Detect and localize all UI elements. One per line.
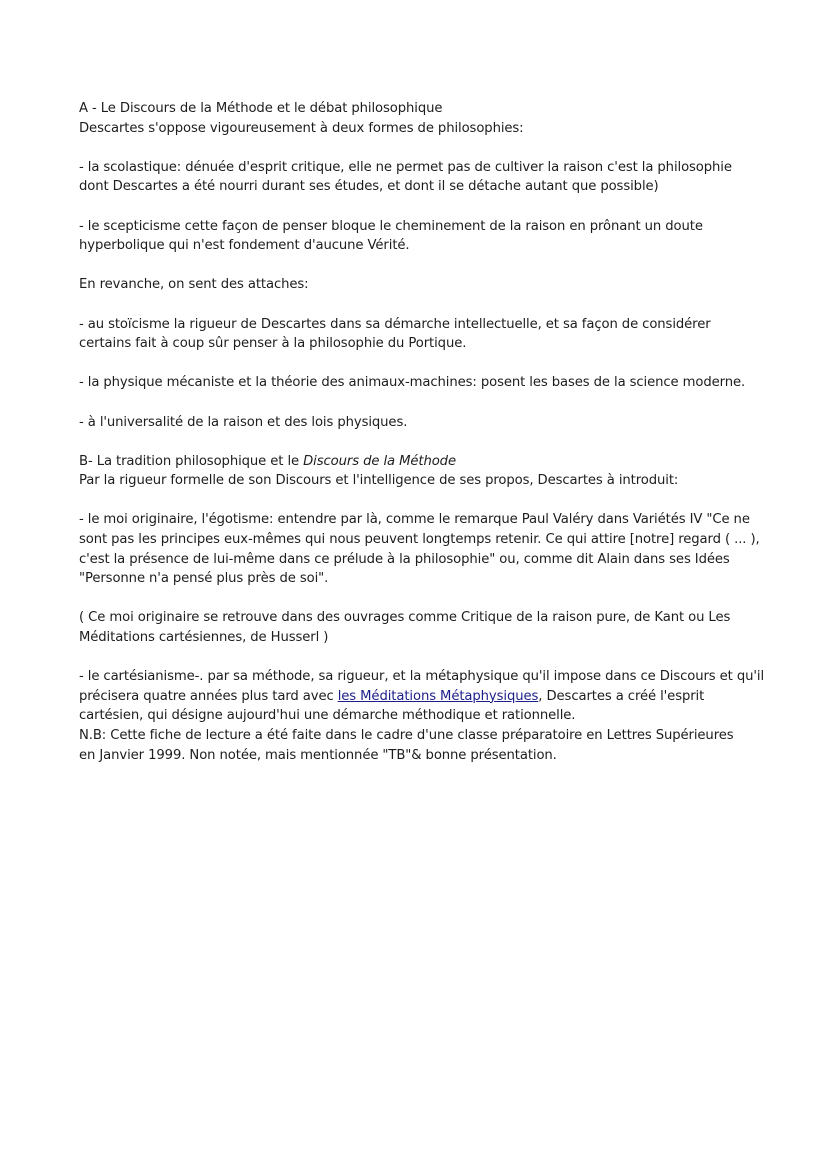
nb-line-1: N.B: Cette fiche de lecture a été faite dans le cadre d'une classe préparatoire en Lettres Supérieures [79,728,734,743]
section-b-intro: Par la rigueur formelle de son Discours et l'intelligence de ses propos, Descartes à introduit: [79,473,679,489]
spacer [79,295,759,315]
meditations-link[interactable]: les Méditations Métaphysiques [337,688,539,704]
scepticisme-line-1: - le scepticisme cette façon de penser bloque le cheminement de la raison en prônant un doute [79,218,703,234]
cartesianisme-line-1: - le cartésianisme-. par sa méthode, sa rigueur, et la métaphysique qu'il impose dans ce Discours et qu'il [79,669,765,685]
spacer [79,256,759,276]
cartesianisme-line-2-before: précisera quatre années plus tard avec [79,688,338,704]
spacer [79,432,759,452]
moi-originaire-line-1: - le moi originaire, l'égotisme: entendre par là, comme le remarque Paul Valéry dans Variétés IV "Ce ne [79,512,750,528]
moi-originaire-line-4: "Personne n'a pensé plus près de soi". [79,571,329,587]
section-a-heading: A - Le Discours de la Méthode et le débat philosophique [79,101,443,116]
scolastique-line-1: - la scolastique: dénuée d'esprit critique, elle ne permet pas de cultiver la raison c'est la philosophie [79,159,732,175]
spacer [79,354,759,374]
scolastique-line-2: dont Descartes a été nourri durant ses études, et dont il se détache autant que possible) [79,179,659,195]
physique-mecaniste-line: - la physique mécaniste et la théorie des animaux-machines: posent les bases de la science moderne. [79,375,746,391]
note-line-2: Méditations cartésiennes, de Husserl ) [79,630,329,646]
section-b-heading [79,452,759,472]
nb-line-2: en Janvier 1999. Non notée, mais mentionnée "TB"& bonne présentation. [79,747,557,763]
attaches-intro: En revanche, on sent des attaches: [79,277,309,293]
spacer [79,197,759,217]
section-b-heading-prefix: B- La tradition philosophique et le [79,453,304,469]
spacer [79,138,759,158]
stoicisme-line-1: - au stoïcisme la rigueur de Descartes dans sa démarche intellectuelle, et sa façon de considérer [79,316,711,332]
spacer [79,589,759,609]
cartesianisme-line-2 [79,687,759,707]
moi-originaire-line-3: c'est la présence de lui-même dans ce prélude à la philosophie" ou, comme dit Alain dans ses Idées [79,551,730,567]
spacer [79,491,759,511]
stoicisme-line-2: certains fait à coup sûr penser à la philosophie du Portique. [79,336,467,352]
note-line-1: ( Ce moi originaire se retrouve dans des ouvrages comme Critique de la raison pure, de Kant ou Les [79,610,731,626]
cartesianisme-line-2-after: , Descartes a créé l'esprit [538,688,705,704]
document-body [79,99,765,765]
scepticisme-line-2: hyperbolique qui n'est fondement d'aucune Vérité. [79,238,410,254]
section-a-intro: Descartes s'oppose vigoureusement à deux formes de philosophies: [79,120,524,136]
section-b-heading-title: Discours de la Méthode [303,453,456,469]
universalite-line: - à l'universalité de la raison et des lois physiques. [79,414,408,430]
spacer [79,648,759,668]
spacer [79,393,759,413]
moi-originaire-line-2: sont pas les principes eux-mêmes qui nous peuvent longtemps retenir. Ce qui attire [notre] regard ( ... ), [79,532,760,548]
cartesianisme-line-3: cartésien, qui désigne aujourd'hui une démarche méthodique et rationnelle. [79,708,576,724]
